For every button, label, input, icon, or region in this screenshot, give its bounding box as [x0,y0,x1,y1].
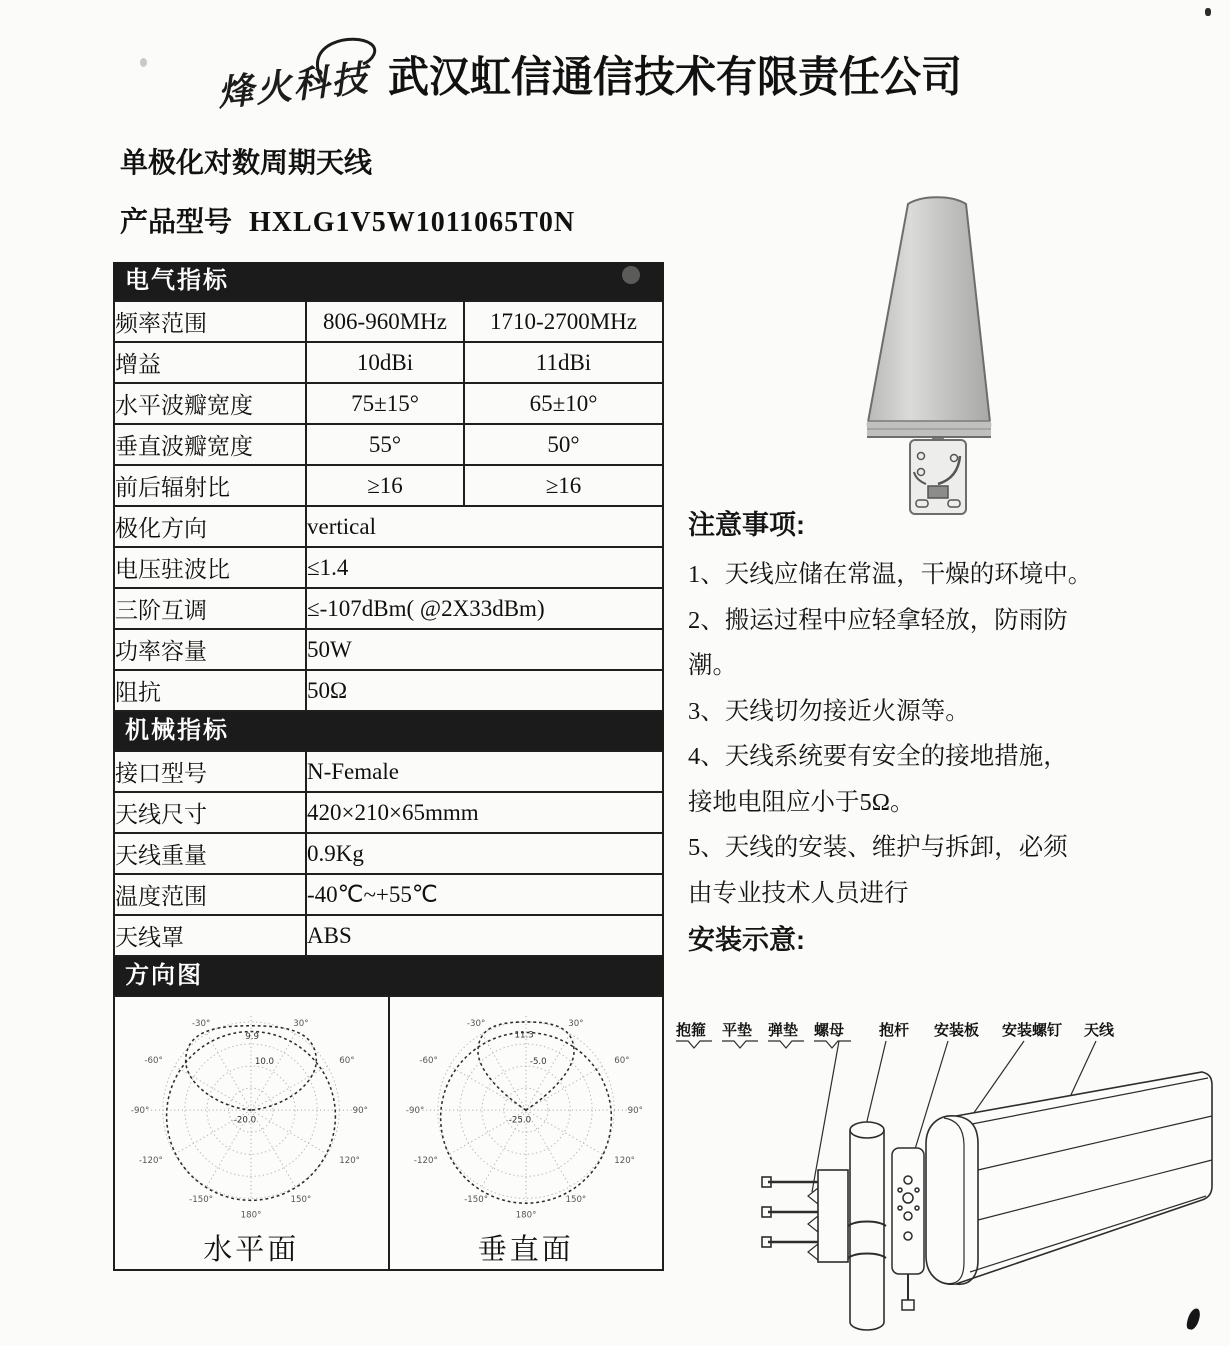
spec-value: 11dBi [464,342,663,383]
company-name: 武汉虹信通信技术有限责任公司 [388,53,962,102]
electrical-section-header: 电气指标 [113,262,664,300]
spec-label: 三阶互调 [114,588,306,629]
company-logo [205,30,385,120]
table-row [114,465,663,506]
angle-label: -90° [405,1106,425,1117]
installation-title: 安装示意: [688,925,805,955]
installation-diagram [672,1020,1228,1338]
angle-label: -90° [131,1106,150,1117]
product-title: 单极化对数周期天线 [120,147,373,178]
spec-label: 电压驻波比 [114,547,306,588]
spec-value: 50° [464,424,663,465]
table-row [114,874,663,915]
note-line: 潮。 [688,652,737,679]
table-row [114,833,663,874]
install-label: 安装板 [934,1023,980,1039]
spec-label: 天线罩 [114,915,306,956]
spec-value: 10dBi [306,342,464,383]
note-line: 2、搬运过程中应轻拿轻放，防雨防 [688,606,1068,634]
angle-label: -150° [463,1195,488,1206]
logo-text: 烽火科技 [215,57,372,115]
mechanical-section-header: 机械指标 [113,712,664,750]
angle-label: 30° [567,1018,584,1029]
install-label: 弹垫 [768,1023,799,1039]
angle-label: -120° [139,1155,164,1166]
spec-value: 420×210×65mmm [306,792,663,833]
spec-value: ≥16 [306,465,464,506]
angle-label: -150° [189,1195,214,1206]
install-label: 天线 [1084,1023,1115,1039]
spec-value: 0.9Kg [306,833,663,874]
install-label: 抱箍 [676,1023,707,1039]
install-label: 抱杆 [879,1023,910,1039]
angle-label: 180° [515,1210,537,1221]
peak-value-label: 9.9 [245,1032,260,1043]
install-label: 螺母 [814,1023,845,1039]
model-number: HXLG1V5W1011065T0N [249,207,576,238]
table-row [114,424,663,465]
table-row [114,629,663,670]
spec-label: 水平波瓣宽度 [114,383,306,424]
spec-value: 1710-2700MHz [464,301,663,342]
spec-value: N-Female [306,751,663,792]
mechanical-spec-table [113,750,664,957]
spec-label: 天线重量 [114,833,306,874]
note-line: 接地电阻应小于5Ω。 [688,788,915,816]
spec-value: vertical [306,506,663,547]
angle-label: 150° [565,1195,587,1206]
spec-label: 阻抗 [114,670,306,711]
install-label: 安装螺钉 [1002,1023,1063,1039]
spec-label: 前后辐射比 [114,465,306,506]
spec-value: ABS [306,915,663,956]
angle-label: 180° [240,1210,262,1221]
spec-value: 55° [306,424,464,465]
spec-label: 频率范围 [114,301,306,342]
spec-label: 接口型号 [114,751,306,792]
angle-label: -60° [144,1056,164,1067]
mount-plate-drawing [892,1148,924,1310]
spec-label: 极化方向 [114,506,306,547]
clamp-drawing [762,1170,886,1262]
ring-value-label: -5.0 [529,1057,547,1068]
pattern-section-header: 方向图 [113,957,664,995]
angle-label: 30° [293,1018,309,1029]
vertical-pattern-cell [390,997,663,1269]
spec-value: 50W [306,629,663,670]
angle-label: -30° [192,1018,211,1029]
vertical-pattern-caption: 垂直面 [477,1234,574,1266]
horizontal-pattern-plot [126,997,376,1231]
note-line: 5、天线的安装、维护与拆卸，必须 [688,834,1068,861]
note-line: 3、天线切勿接近火源等。 [688,697,970,725]
note-line: 1、天线应储在常温，干燥的环境中。 [688,561,1093,588]
table-row [114,670,663,711]
antenna-drawing [926,1072,1212,1284]
radiation-pattern-box [113,995,664,1271]
spec-value: 65±10° [464,383,663,424]
angle-label: 90° [352,1106,369,1117]
radome-body [868,197,990,437]
install-label: 平垫 [722,1023,753,1039]
vertical-pattern-plot [401,997,651,1231]
spec-value: ≥16 [464,465,663,506]
antenna-product-image [842,188,1032,518]
angle-label: -30° [466,1018,486,1029]
angle-label: -120° [413,1155,438,1166]
note-line: 由专业技术人员进行 [688,879,909,907]
table-row [114,301,663,342]
spec-value: 806-960MHz [306,301,464,342]
spec-value: 75±15° [306,383,464,424]
ring-value-label: 10.0 [255,1057,275,1068]
angle-label: 120° [613,1155,635,1166]
scan-artifact [1205,8,1211,16]
table-row [114,342,663,383]
precautions-title: 注意事项: [688,510,805,540]
angle-label: 150° [290,1195,312,1206]
horizontal-pattern-caption: 水平面 [203,1234,300,1266]
angle-label: 120° [339,1155,361,1166]
center-value-label: -20.0 [233,1115,257,1126]
note-line: 4、天线系统要有安全的接地措施， [688,743,1068,770]
scan-artifact [622,266,640,284]
peak-value-label: 11.3 [514,1030,534,1041]
angle-label: 60° [339,1056,355,1067]
spec-value: -40℃~+55℃ [306,874,663,915]
spec-label: 温度范围 [114,874,306,915]
table-row [114,751,663,792]
product-model-line [120,200,575,240]
spec-value: 50Ω [306,670,663,711]
angle-label: 60° [613,1056,630,1067]
model-label: 产品型号 [120,206,233,237]
spec-label: 天线尺寸 [114,792,306,833]
precautions-section [688,503,1220,957]
angle-label: 90° [627,1106,643,1117]
spec-label: 功率容量 [114,629,306,670]
spec-label: 增益 [114,342,306,383]
scan-artifact [140,58,147,67]
electrical-spec-table [113,300,664,712]
table-row [114,547,663,588]
angle-label: -60° [419,1056,438,1067]
horizontal-pattern-cell [115,997,390,1269]
spec-label: 垂直波瓣宽度 [114,424,306,465]
table-row [114,792,663,833]
table-row [114,383,663,424]
table-row [114,588,663,629]
spec-value: ≤1.4 [306,547,663,588]
pole-drawing [850,1122,884,1330]
table-row [114,506,663,547]
spec-tables-column [113,262,664,1271]
table-row [114,915,663,956]
spec-value: ≤-107dBm( @2X33dBm) [306,588,663,629]
center-value-label: -25.0 [508,1115,531,1126]
